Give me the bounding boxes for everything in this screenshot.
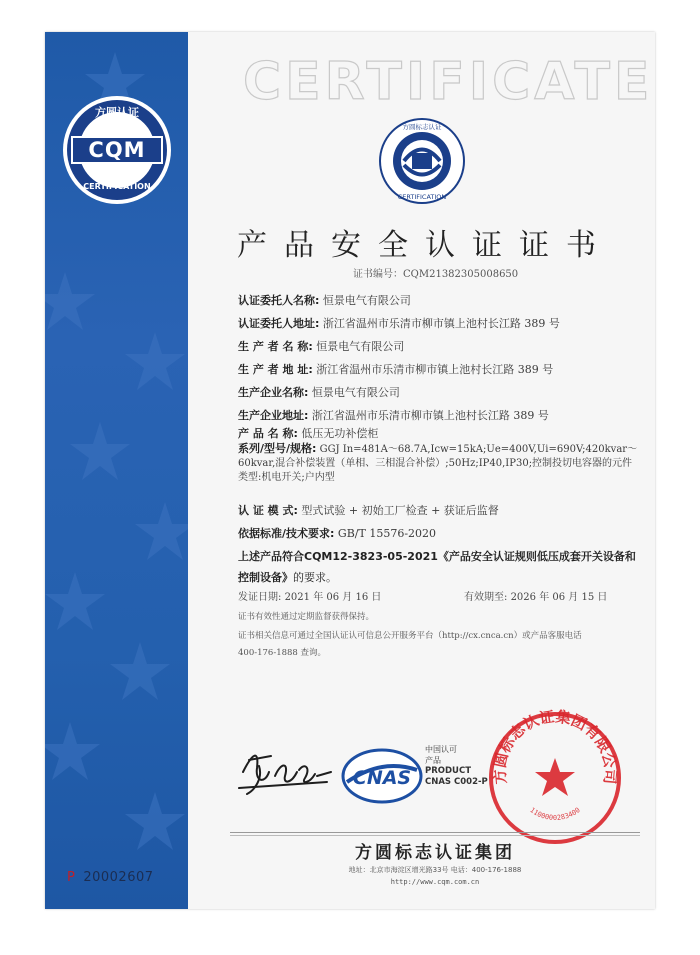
cqm-round-logo [379,118,465,204]
field-certification-mode [238,502,499,518]
cqm-top-text: 方圆认证 [95,106,139,119]
field-value: 恒景电气有限公司 [322,294,411,307]
expiry-date: 2026 年 06 月 15 日 [510,592,608,603]
cqm-bottom-text: CERTIFICATION [83,182,151,191]
certificate-dates [238,588,648,603]
expiry-date-label: 有效期至: [464,592,508,603]
footer-divider [230,832,640,833]
conformity-suffix: 的要求。 [293,571,337,584]
field-label: 认证委托人地址: [238,317,320,330]
blue-sidebar [45,32,188,909]
cert-no-value: CQM21382305008650 [403,269,519,280]
footer-divider [230,835,640,836]
conformity-rule: CQM12-3823-05-2021《产品安全认证规则低压成套开关设备和控制设备》 [238,550,636,584]
field-label: 认 证 模 式: [238,504,298,517]
field-value: 恒景电气有限公司 [311,386,400,399]
field-label: 生产企业地址: [238,409,309,422]
cnas-line: PRODUCT [425,766,471,776]
logo-top-text: 方圆标志认证 [402,123,442,131]
logo-bottom-text: CERTIFICATION [397,193,447,201]
page-title: 产品安全认证证书 [237,228,613,263]
certificate-watermark: CERTIFICATE [243,52,654,112]
info-note-line-2: 400-176-1888 查询。 [238,648,327,658]
field-value: 浙江省温州市乐清市柳市镇上池村长江路 389 号 [316,363,554,376]
certificate-number [353,265,518,280]
field-label: 认证委托人名称: [238,294,320,307]
serial-prefix: P [67,870,76,885]
red-company-seal [485,708,625,848]
handwritten-signature [235,742,335,798]
field-value: GB/T 15576-2020 [337,527,437,540]
cnas-logo-text: CNAS [352,767,412,789]
field-value: 型式试验 + 初始工厂检查 + 获证后监督 [301,504,499,517]
cnas-logo [341,748,423,804]
field-label: 生 产 者 地 址: [238,363,313,376]
field-label: 生 产 者 名 称: [238,340,313,353]
organization-name: 方圆标志认证集团 [355,843,515,863]
serial-number: 20002607 [83,870,154,885]
field-label: 系列/型号/规格: [238,442,317,455]
field-client-address [238,315,560,331]
field-label: 产 品 名 称: [238,427,298,440]
svg-text:1100000283400 [528,806,581,822]
cnas-line: 中国认可 [425,745,457,754]
expiry-block [464,588,607,603]
field-client-name [238,292,411,308]
organization-address: 地址：北京市海淀区增光路33号 电话：400-176-1888 [348,866,522,874]
field-value: 低压无功补偿柜 [301,427,379,440]
seal-ring-text: 方圆标志认证集团有限公司 [490,708,620,785]
field-product-name [238,425,378,441]
cert-no-label: 证书编号： [353,269,403,280]
field-standard [238,525,436,541]
cnas-line: CNAS C002-P [425,777,488,787]
organization-website: http://www.cqm.com.cn [390,878,480,886]
field-producer-address [238,361,553,377]
field-producer-name [238,338,404,354]
info-note-line-1: 证书相关信息可通过全国认证认可信息公开服务平台（http://cx.cnca.cn）或产品客服电话 [238,631,582,641]
field-value: 浙江省温州市乐清市柳市镇上池村长江路 389 号 [311,409,549,422]
issue-date: 2021 年 06 月 16 日 [284,592,382,603]
cnas-accreditation-text [425,744,488,788]
field-factory-address [238,407,549,423]
field-label: 生产企业名称: [238,386,309,399]
cqm-badge [61,94,173,206]
cqm-letters: CQM [88,138,146,162]
validity-note: 证书有效性通过定期监督获得保持。 [238,612,375,622]
issue-date-label: 发证日期: [238,592,282,603]
field-model-spec [238,442,638,485]
field-value: 浙江省温州市乐清市柳市镇上池村长江路 389 号 [322,317,560,330]
conformity-statement [238,546,638,588]
certificate [45,32,655,909]
field-label: 依据标准/技术要求: [238,527,335,540]
field-value: GGJ In=481A～68.7A,Icw=15kA;Ue=400V,Ui=690V;420kvar～60kvar,混合补偿装置（单相、三相混合补偿）;50Hz;IP40,IP30;控制投切电容器的元件类型:机电开关;户内型 [238,444,638,483]
certificate-serial [67,870,154,885]
field-value: 恒景电气有限公司 [316,340,405,353]
field-factory-name [238,384,400,400]
conformity-prefix: 上述产品符合 [238,550,304,563]
seal-number: 1100000283400 [528,806,582,822]
cnas-line: 产品 [425,756,441,765]
